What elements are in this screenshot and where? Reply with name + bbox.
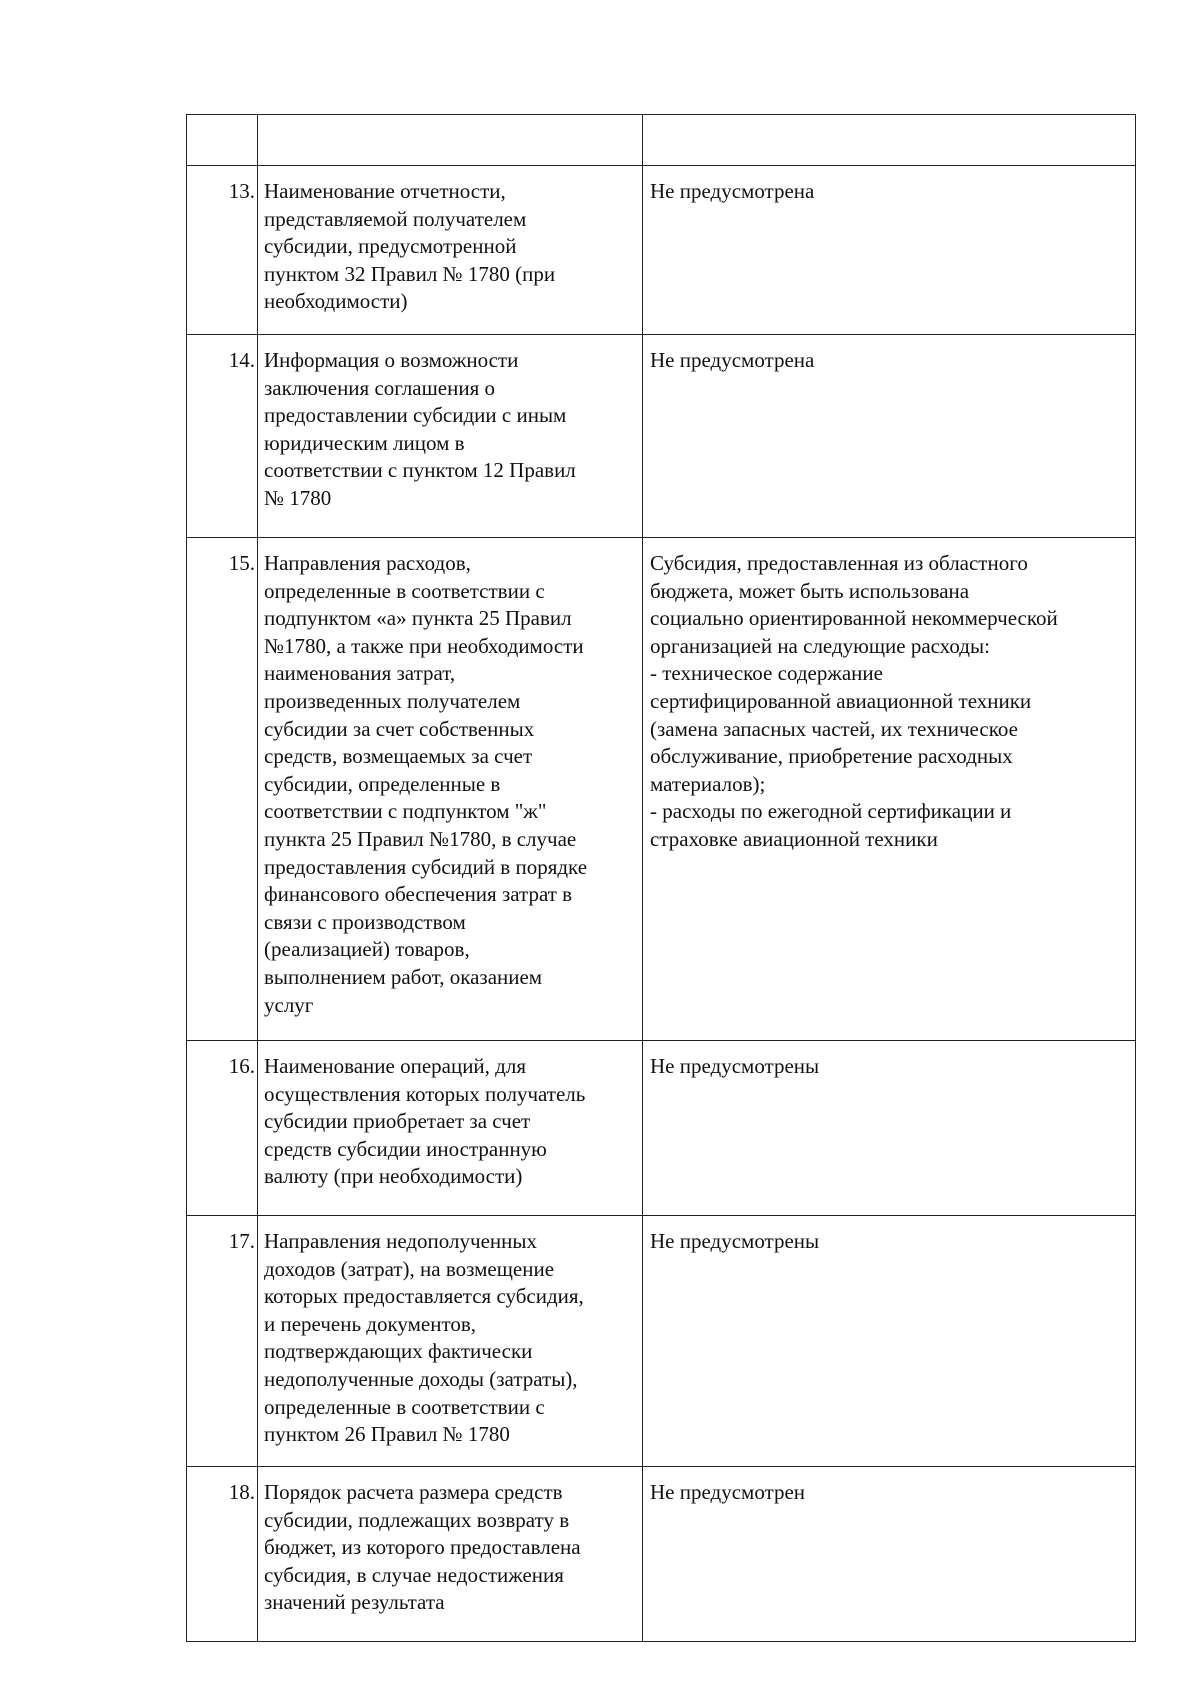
row-name-cell [258, 538, 643, 1041]
row-number: 16. [187, 1041, 258, 1216]
row-number: 13. [187, 166, 258, 335]
table-row [187, 335, 1136, 538]
row-name: Направления расходов, определенные в соответствии с подпунктом «а» пункта 25 Правил №1780, а также при необходимости наименования затрат, произведенных получателем субсидии за счет собственных средств, возмещаемых за счет субсидии, определенные в соответствии с подпунктом "ж" пункта 25 Правил №1780, в случае предоставления субсидий в порядке финансового обеспечения затрат в связи с производством (реализацией) товаров, выполнением работ, оказанием услуг [264, 551, 588, 1017]
row-value: Субсидия, предоставленная из областного бюджета, может быть использована социально ориентированной некоммерческой организацией на следующие расходы: - техническое содержание сертифицированной авиационной техники (замена запасных частей, их техническое обслуживание, приобретение расходных материалов); - расходы по ежегодной сертификации и страховке авиационной техники [650, 551, 1058, 851]
row-value: Не предусмотрена [650, 348, 815, 372]
row-value-cell [643, 1216, 1136, 1467]
row-number: 14. [187, 335, 258, 538]
row-value: Не предусмотрены [650, 1054, 820, 1078]
row-name: Порядок расчета размера средств субсидии, подлежащих возврату в бюджет, из которого предоставлена субсидия, в случае недостижения значений результата [264, 1480, 581, 1615]
header-cell-number [187, 115, 258, 166]
row-value: Не предусмотрены [650, 1229, 820, 1253]
table-row [187, 166, 1136, 335]
row-value-cell [643, 166, 1136, 335]
row-number: 15. [187, 538, 258, 1041]
table-row [187, 1216, 1136, 1467]
header-cell-name [258, 115, 643, 166]
row-value: Не предусмотрена [650, 179, 815, 203]
table-row [187, 1041, 1136, 1216]
row-name: Информация о возможности заключения соглашения о предоставлении субсидии с иным юридическим лицом в соответствии с пунктом 12 Правил № 1780 [264, 348, 576, 510]
table-row [187, 538, 1136, 1041]
row-name-cell [258, 335, 643, 538]
row-value-cell [643, 538, 1136, 1041]
row-number: 18. [187, 1467, 258, 1642]
row-name-cell [258, 1216, 643, 1467]
requirements-table [186, 114, 1136, 1642]
row-value-cell [643, 1467, 1136, 1642]
row-value-cell [643, 335, 1136, 538]
row-value-cell [643, 1041, 1136, 1216]
row-name-cell [258, 166, 643, 335]
row-name: Направления недополученных доходов (затрат), на возмещение которых предоставляется субсидия, и перечень документов, подтверждающих фактически недополученные доходы (затраты), определенные в соответствии с пунктом 26 Правил № 1780 [264, 1229, 584, 1447]
row-name: Наименование отчетности, представляемой получателем субсидии, предусмотренной пунктом 32 Правил № 1780 (при необходимости) [264, 179, 556, 314]
row-name-cell [258, 1467, 643, 1642]
row-name: Наименование операций, для осуществления которых получатель субсидии приобретает за счет средств субсидии иностранную валюту (при необходимости) [264, 1054, 586, 1189]
header-cell-value [643, 115, 1136, 166]
row-number: 17. [187, 1216, 258, 1467]
row-value: Не предусмотрен [650, 1480, 806, 1504]
table-header-row [187, 115, 1136, 166]
table-row [187, 1467, 1136, 1642]
row-name-cell [258, 1041, 643, 1216]
